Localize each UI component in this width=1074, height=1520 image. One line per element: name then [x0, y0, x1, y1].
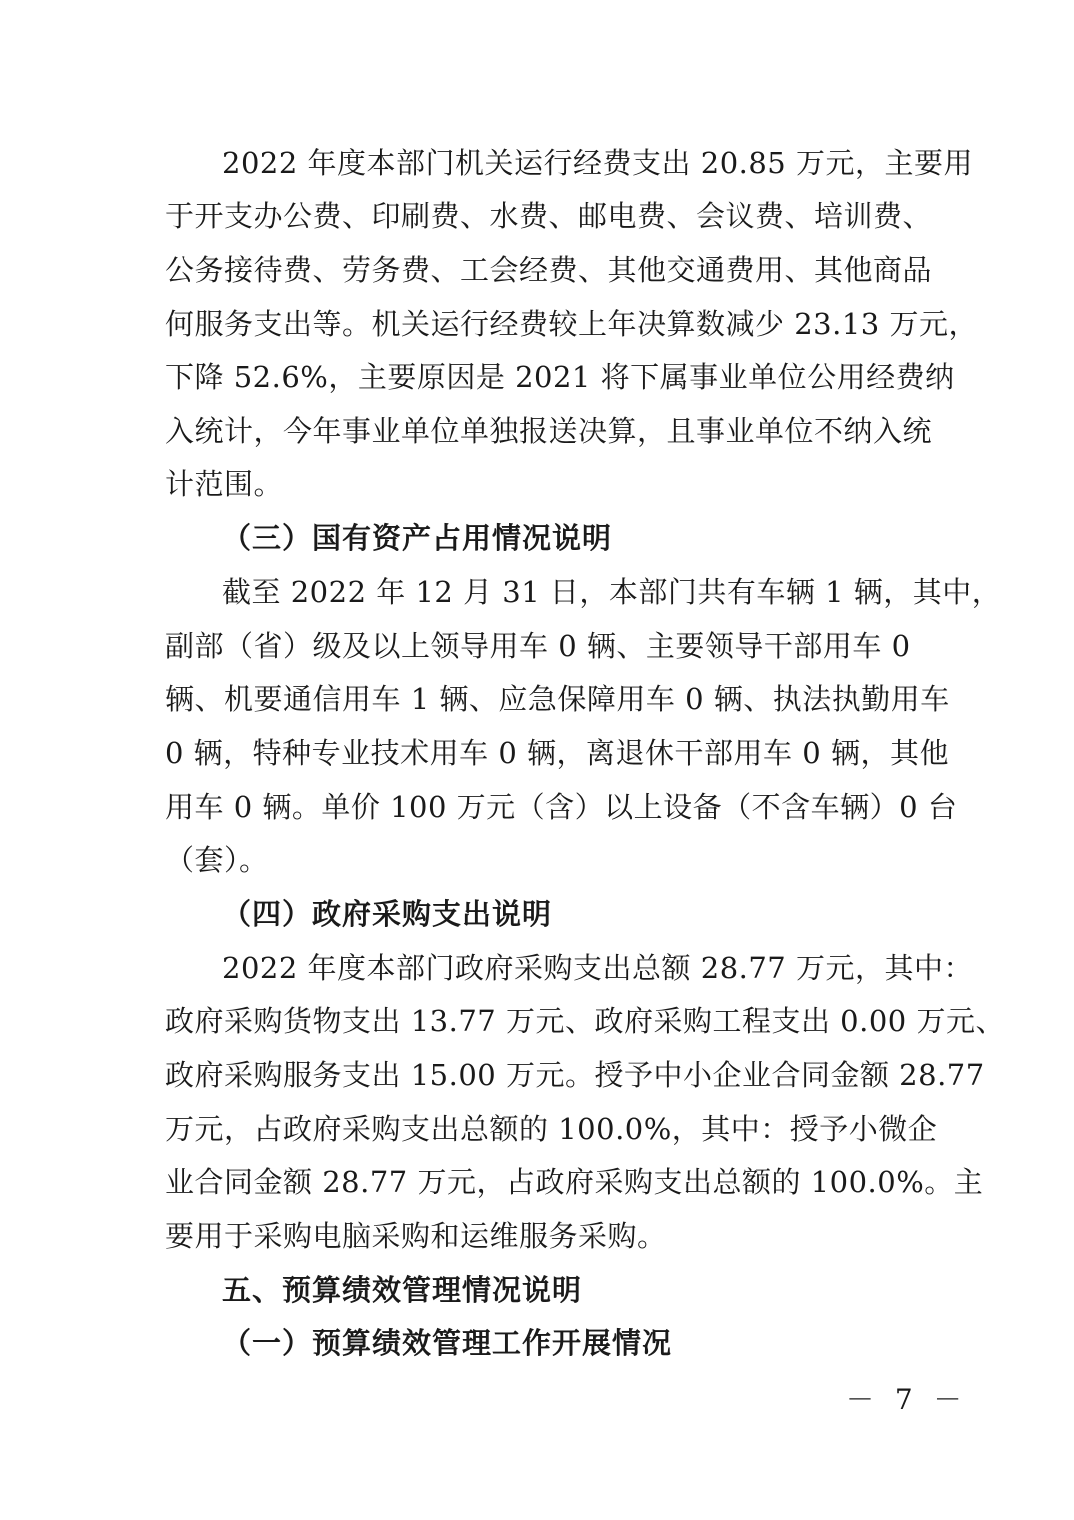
paragraph-line: 万元，占政府采购支出总额的 100.0%，其中：授予小微企 — [165, 1112, 938, 1146]
paragraph-line: 要用于采购电脑采购和运维服务采购。 — [165, 1219, 667, 1253]
paragraph-line: 政府采购货物支出 13.77 万元、政府采购工程支出 0.00 万元、 — [165, 1004, 1005, 1038]
paragraph-line: 副部（省）级及以上领导用车 0 辆、主要领导干部用车 0 — [165, 629, 911, 663]
paragraph-line: （套）。 — [165, 843, 269, 877]
paragraph-line: 政府采购服务支出 15.00 万元。授予中小企业合同金额 28.77 — [165, 1058, 985, 1092]
paragraph-line: 计范围。 — [165, 467, 284, 501]
paragraph-line: 公务接待费、劳务费、工会经费、其他交通费用、其他商品 — [165, 253, 933, 287]
section-heading: （四）政府采购支出说明 — [222, 897, 553, 931]
paragraph-line: 0 辆，特种专业技术用车 0 辆，离退休干部用车 0 辆，其他 — [165, 736, 949, 770]
paragraph-line: 截至 2022 年 12 月 31 日，本部门共有车辆 1 辆，其中， — [222, 575, 1002, 609]
section-heading: （三）国有资产占用情况说明 — [222, 521, 613, 555]
paragraph-line: 下降 52.6%，主要原因是 2021 将下属事业单位公用经费纳 — [165, 360, 955, 394]
paragraph-line: 于开支办公费、印刷费、水费、邮电费、会议费、培训费、 — [165, 199, 933, 233]
paragraph-line: 辆、机要通信用车 1 辆、应急保障用车 0 辆、执法执勤用车 — [165, 682, 950, 716]
paragraph-line: 2022 年度本部门政府采购支出总额 28.77 万元，其中： — [222, 951, 973, 985]
section-heading: （一）预算绩效管理工作开展情况 — [222, 1326, 673, 1360]
page-number: － 7 － — [846, 1383, 968, 1416]
paragraph-line: 用车 0 辆。单价 100 万元（含）以上设备（不含车辆）0 台 — [165, 790, 958, 824]
paragraph-line: 2022 年度本部门机关运行经费支出 20.85 万元，主要用 — [222, 146, 973, 180]
paragraph-line: 业合同金额 28.77 万元，占政府采购支出总额的 100.0%。主 — [165, 1165, 984, 1199]
paragraph-line: 何服务支出等。机关运行经费较上年决算数减少 23.13 万元， — [165, 307, 978, 341]
paragraph-line: 入统计，今年事业单位单独报送决算，且事业单位不纳入统 — [165, 414, 933, 448]
chapter-heading: 五、预算绩效管理情况说明 — [222, 1273, 583, 1307]
